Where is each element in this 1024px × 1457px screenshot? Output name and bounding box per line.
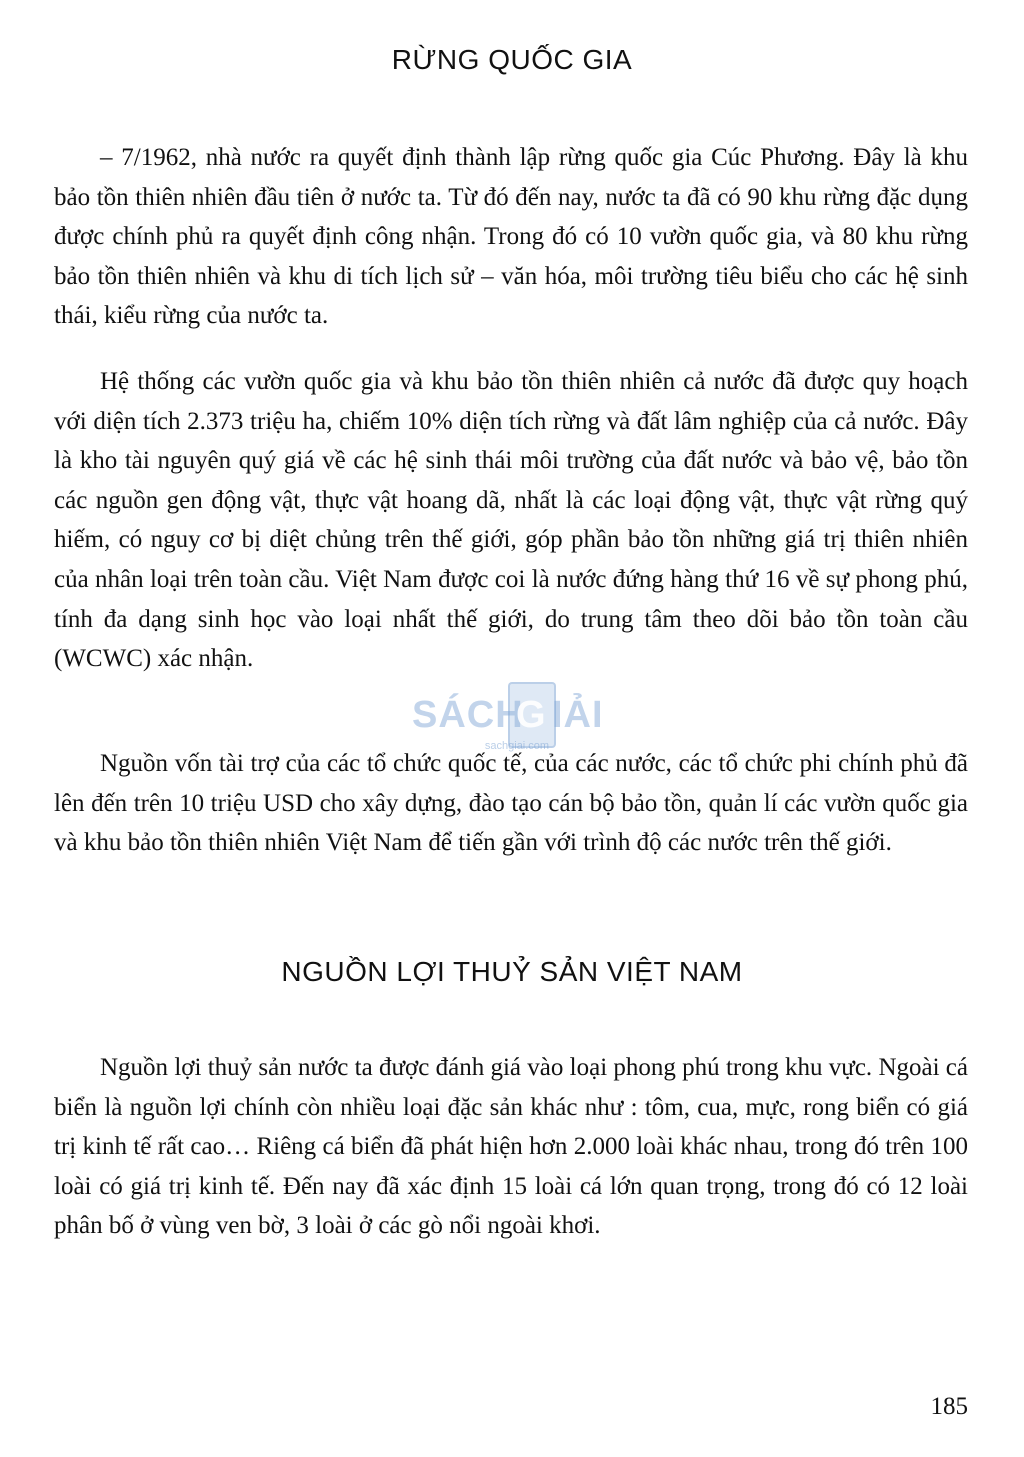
watermark-g-letter: G — [516, 694, 546, 736]
page-number: 185 — [930, 1393, 968, 1420]
watermark-logo — [412, 680, 622, 752]
paragraph-national-forest-2: Hệ thống các vườn quốc gia và khu bảo tồn thiên nhiên cả nước đã được quy hoạch với diện tích 2.373 triệu ha, chiếm 10% diện tích rừng và đất lâm nghiệp của cả nước. Đây là kho tài nguyên quý giá về các hệ sinh thái môi trường của đất nước và bảo vệ, bảo tồn các nguồn gen động vật, thực vật hoang dã, nhất là các loại động vật, thực vật rừng quý hiếm, có nguy cơ bị diệt chủng trên thế giới, góp phần bảo tồn những giá trị thiên nhiên của nhân loại trên toàn cầu. Việt Nam được coi là nước đứng hàng thứ 16 về sự phong phú, tính đa dạng sinh học vào loại nhất thế giới, do trung tâm theo dõi bảo tồn toàn cầu (WCWC) xác nhận. — [54, 368, 968, 673]
paragraph-fisheries-1: Nguồn lợi thuỷ sản nước ta được đánh giá vào loại phong phú trong khu vực. Ngoài cá biển là nguồn lợi chính còn nhiều loại đặc sản khác như : tôm, cua, mực, rong biển có giá trị kinh tế rất cao… Riêng cá biển đã phát hiện hơn 2.000 loài khác nhau, trong đó trên 100 loài có giá trị kinh tế. Đến nay đã xác định 15 loài cá lớn quan trọng, trong đó có 12 loài phân bố ở vùng ven bờ, 3 loài ở các gò nổi ngoài khơi. — [54, 1054, 968, 1240]
paragraph-national-forest-1: – 7/1962, nhà nước ra quyết định thành lập rừng quốc gia Cúc Phương. Đây là khu bảo tồn thiên nhiên đầu tiên ở nước ta. Từ đó đến nay, nước ta đã có 90 khu rừng đặc dụng được chính phủ ra quyết định công nhận. Trong đó có 10 vườn quốc gia, và 80 khu rừng bảo tồn thiên nhiên và khu di tích lịch sử – văn hóa, môi trường tiêu biểu cho các hệ sinh thái, kiểu rừng của nước ta. — [54, 144, 968, 330]
watermark-text-right: IẢI — [552, 694, 604, 736]
watermark-text-left: SÁCH — [412, 694, 524, 736]
section-title-national-forest: RỪNG QUỐC GIA — [391, 44, 633, 75]
section-title-fisheries: NGUỒN LỢI THUỶ SẢN VIỆT NAM — [281, 956, 743, 987]
watermark-subtext: sachgiai.com — [484, 740, 550, 752]
watermark-g-box — [508, 682, 556, 748]
paragraph-national-forest-3: Nguồn vốn tài trợ của các tổ chức quốc tế, của các nước, các tổ chức phi chính phủ đã lên đến trên 10 triệu USD cho xây dựng, đào tạo cán bộ bảo tồn, quản lí các vườn quốc gia và khu bảo tồn thiên nhiên Việt Nam để tiến gần với trình độ các nước trên thế giới. — [54, 750, 968, 857]
